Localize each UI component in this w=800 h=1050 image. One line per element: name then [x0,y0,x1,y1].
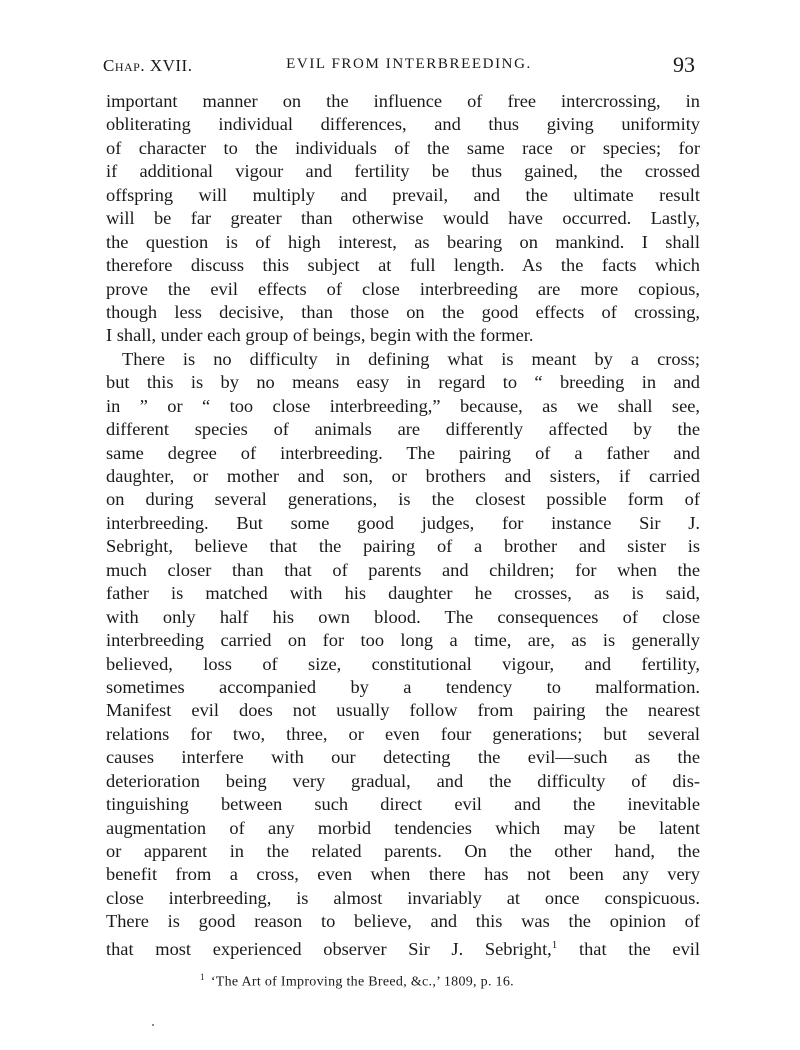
text-line: There is good reason to believe, and this was the opinion of [106,911,700,932]
text-segment: that the evil [578,938,700,959]
running-head [103,52,695,82]
text-line: prove the evil effects of close interbreeding are more copious, [106,278,700,299]
body-text [106,90,700,957]
text-line: I shall, under each group of beings, begin with the former. [106,325,534,346]
chapter-label: Chap. XVII. [103,56,193,75]
text-line: important manner on the influence of free intercrossing, in [106,91,700,111]
text-line-with-footnote-ref [106,934,700,957]
text-segment: that most experienced observer Sir J. Sebright, [106,938,552,959]
text-line: benefit from a cross, even when there has not been any very [106,864,700,885]
text-line: sometimes accompanied by a tendency to malformation. [106,676,700,697]
text-line: close interbreeding, is almost invariably at once conspicuous. [106,887,700,908]
page-number: 93 [673,52,695,77]
text-line: but this is by no means easy in regard to “ breeding in and [106,372,700,393]
text-line: interbreeding. But some good judges, for instance Sir J. [106,512,700,533]
text-line: tinguishing between such direct evil and the inevitable [106,794,700,815]
text-line: therefore discuss this subject at full length. As the facts which [106,255,700,276]
paper-speck [152,1024,154,1026]
text-line: though less decisive, than those on the good effects of crossing, [106,301,700,322]
text-line: on during several generations, is the closest possible form of [106,489,700,510]
text-line: much closer than that of parents and children; for when the [106,559,700,580]
text-line: causes interfere with our detecting the evil—such as the [106,747,700,768]
text-line: different species of animals are differently affected by the [106,419,700,440]
text-line: in ” or “ too close interbreeding,” because, as we shall see, [106,395,700,416]
text-line: relations for two, three, or even four generations; but several [106,723,700,744]
text-line: Manifest evil does not usually follow from pairing the nearest [106,700,700,721]
text-line: believed, loss of size, constitutional vigour, and fertility, [106,653,700,674]
text-line: same degree of interbreeding. The pairing of a father and [106,442,700,463]
footnote-mark: 1 [200,972,205,982]
text-line: Sebright, believe that the pairing of a brother and sister is [106,536,700,557]
text-line: deterioration being very gradual, and the difficulty of dis- [106,770,700,791]
text-line: augmentation of any morbid tendencies which may be latent [106,817,700,838]
text-line: daughter, or mother and son, or brothers and sisters, if carried [106,466,700,486]
text-line: the question is of high interest, as bearing on mankind. I shall [106,231,700,252]
running-title: EVIL FROM INTERBREEDING. [286,56,532,72]
paragraph-start-line: There is no difficulty in defining what is meant by a cross; [122,348,700,369]
footnote [200,972,514,991]
text-line: or apparent in the related parents. On the other hand, the [106,841,700,861]
footnote-reference: 1 [551,938,558,951]
text-line: offspring will multiply and prevail, and the ultimate result [106,184,700,205]
text-line: father is matched with his daughter he crosses, as is said, [106,583,700,604]
text-line: obliterating individual differences, and thus giving uniformity [106,114,700,135]
text-line: with only half his own blood. The consequences of close [106,606,700,627]
text-line: of character to the individuals of the same race or species; for [106,137,700,158]
text-line: if additional vigour and fertility be thus gained, the crossed [106,161,700,182]
text-line: will be far greater than otherwise would have occurred. Lastly, [106,208,700,229]
footnote-text: ‘The Art of Improving the Breed, &c.,’ 1809, p. 16. [210,974,514,990]
text-line: interbreeding carried on for too long a time, are, as is generally [106,630,700,651]
